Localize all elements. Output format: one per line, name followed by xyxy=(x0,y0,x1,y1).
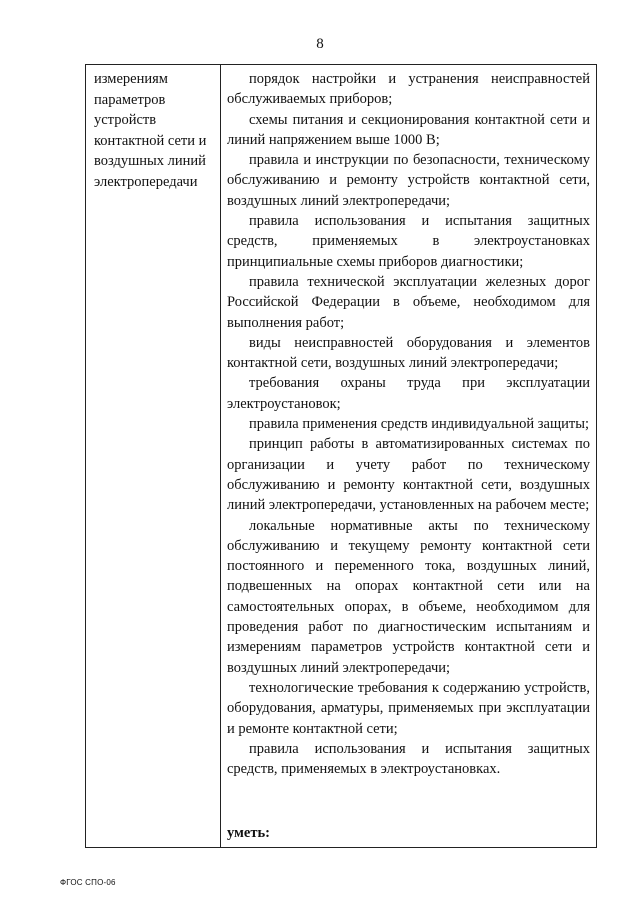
page-number: 8 xyxy=(316,36,324,52)
knowledge-item: правила использования и испытания защитных средств, применяемых в электроустановках. xyxy=(227,740,590,778)
knowledge-item: схемы питания и секционирования контактной сети и линий напряжением выше 1000 В; xyxy=(227,111,590,148)
knowledge-item: правила использования и испытания защитных средств, применяемых в электроустановках принципиальные схемы приборов диагностики; xyxy=(227,213,590,270)
knowledge-item: правила и инструкции по безопасности, техническому обслуживанию и ремонту устройств контактной сети, воздушных линий электропередачи; xyxy=(227,152,590,209)
footer-code: ФГОС СПО-06 xyxy=(60,878,116,887)
left-column-line: устройств xyxy=(94,112,157,128)
left-column-line: электропередачи xyxy=(94,173,198,190)
skills-heading: уметь: xyxy=(227,825,270,841)
knowledge-item: требования охраны труда при эксплуатации электроустановок; xyxy=(227,375,590,412)
requirements-table xyxy=(85,64,597,848)
left-column-cell xyxy=(94,69,218,192)
knowledge-item: принцип работы в автоматизированных системах по организации и учету работ по техническому обслуживанию и ремонту контактной сети, воздушных линий электропередачи, установленных на рабочем месте; xyxy=(227,436,590,514)
right-column-cell xyxy=(227,69,590,779)
column-divider xyxy=(220,65,221,847)
left-column-line: измерениям xyxy=(94,71,168,87)
knowledge-item: правила применения средств индивидуальной защиты; xyxy=(249,416,589,433)
left-column-line: воздушных линий xyxy=(94,153,206,169)
left-column-line: параметров xyxy=(94,91,166,108)
left-column-line: контактной сети и xyxy=(94,132,207,149)
knowledge-item: технологические требования к содержанию устройств, оборудования, арматуры, применяемых при эксплуатации и ремонте контактной сети; xyxy=(227,679,590,737)
knowledge-item: правила технической эксплуатации железных дорог Российской Федерации в объеме, необходимом для выполнения работ; xyxy=(227,273,590,331)
knowledge-item: порядок настройки и устранения неисправностей обслуживаемых приборов; xyxy=(227,71,590,108)
knowledge-item: виды неисправностей оборудования и элементов контактной сети, воздушных линий электропередачи; xyxy=(227,334,590,372)
knowledge-item: локальные нормативные акты по техническому обслуживанию и текущему ремонту контактной сети постоянного и переменного тока, воздушных линий, подвешенных на опорах контактной сети или на самостоятельных опорах, в объеме, необходимом для проведения работ по диагностическим испытаниям и измерениям параметров устройств контактной сети и воздушных линий электропередачи; xyxy=(227,517,590,676)
